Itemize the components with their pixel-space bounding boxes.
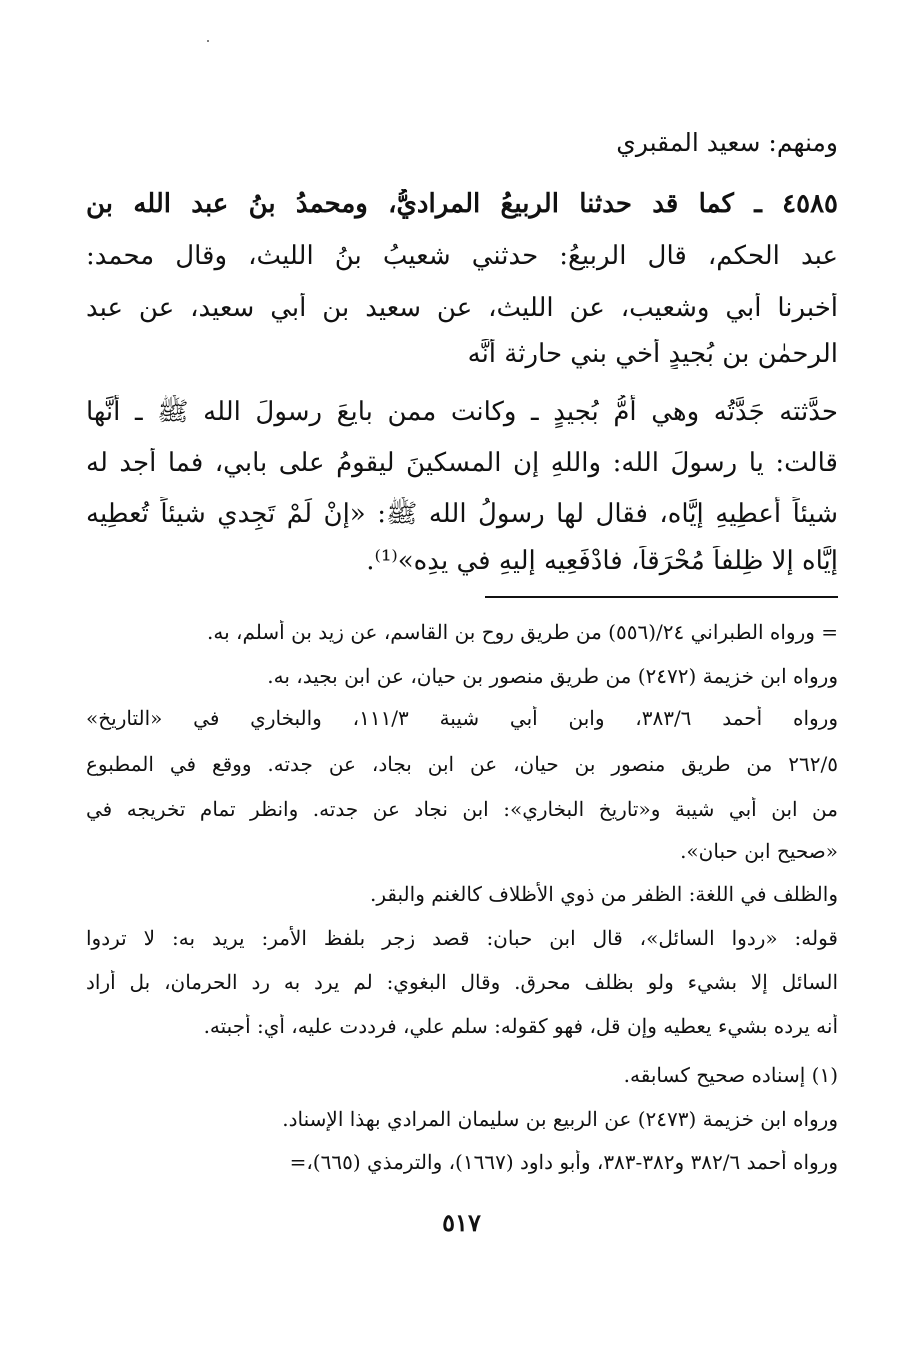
footnote-line: أنه يرده بشيء يعطيه وإن قل، فهو كقوله: سلم علي، فرددت عليه، أي: أجبته. (203, 1014, 838, 1038)
footnote-line: ورواه ابن خزيمة (٢٤٧٣) عن الربيع بن سليمان المرادي بهذا الإسناد. (282, 1107, 838, 1131)
matn-line: حدَّثته جَدَّتُه وهي أُمُّ بُجيدٍ ـ وكانت ممن بايعَ رسولَ الله ﷺ ـ أنَّها (86, 397, 838, 427)
footnote-line: السائل إلا بشيء ولو بظلف محرق. وقال البغوي: لم يرد به رد الحرمان، بل أراد (86, 970, 838, 994)
scan-speck (207, 40, 209, 42)
footnote-separator (485, 596, 838, 598)
hadith-line: عبد الحكم، قال الربيعُ: حدثني شعيبُ بنُ الليث، وقال محمد: (86, 241, 838, 271)
footnote-line: من ابن أبي شيبة و«تاريخ البخاري»: ابن نجاد عن جدته. وانظر تمام تخريجه في (86, 797, 838, 821)
hadith-line: الرحمٰن بن بُجيدٍ أخي بني حارثة أنَّه (467, 339, 838, 369)
footnote-line: ورواه أحمد ٣٨٢/٦ و٣٨٢-٣٨٣، وأبو داود (١٦٦٧)، والترمذي (٦٦٥)،= (289, 1150, 838, 1174)
footnote-line: ٢٦٢/٥ من طريق منصور بن حيان، عن ابن بجاد، عن جدته. ووقع في المطبوع (86, 752, 838, 776)
page-number: ٥١٧ (442, 1208, 481, 1237)
footnote-line: (١) إسناده صحيح كسابقه. (623, 1063, 838, 1087)
matn-line: شيئاً أُعطِيهِ إيَّاه، فقال لها رسولُ الله ﷺ: «إنْ لَمْ تَجِدي شيئاً تُعطِيه (86, 499, 838, 529)
footnote-line: «صحيح ابن حبان». (680, 839, 838, 863)
footnote-line: قوله: «ردوا السائل»، قال ابن حبان: قصد زجر بلفظ الأمر: يريد به: لا تردوا (86, 926, 838, 950)
footnote-line: ورواه ابن خزيمة (٢٤٧٢) من طريق منصور بن حيان، عن ابن بجيد، به. (267, 664, 838, 688)
matn-line: قالت: يا رسولَ الله: واللهِ إن المسكينَ ليقومُ على بابي، فما أجد له (86, 448, 838, 478)
footnote-line: ورواه أحمد ٣٨٣/٦، وابن أبي شيبة ١١١/٣، والبخاري في «التاريخ» (86, 706, 838, 730)
hadith-line: أخبرنا أبي وشعيب، عن الليث، عن سعيد بنِ أبي سعيد، عن عبد (86, 293, 838, 323)
matn-line: إيَّاه إلا ظِلفاً مُحْرَقاً، فادْفَعِيه إليهِ في يدِه»⁽¹⁾. (366, 546, 838, 576)
footnote-line: والظلف في اللغة: الظفر من ذوي الأظلاف كالغنم والبقر. (370, 882, 838, 906)
footnote-line: = ورواه الطبراني ٢٤/(٥٥٦) من طريق روح بن القاسم، عن زيد بن أسلم، به. (207, 620, 838, 644)
section-header: ومنهم: سعيد المقبري (616, 128, 838, 157)
hadith-line: ٤٥٨٥ ـ كما قد حدثنا الربيعُ المراديُّ، ومحمدُ بنُ عبد الله بن (86, 189, 838, 219)
